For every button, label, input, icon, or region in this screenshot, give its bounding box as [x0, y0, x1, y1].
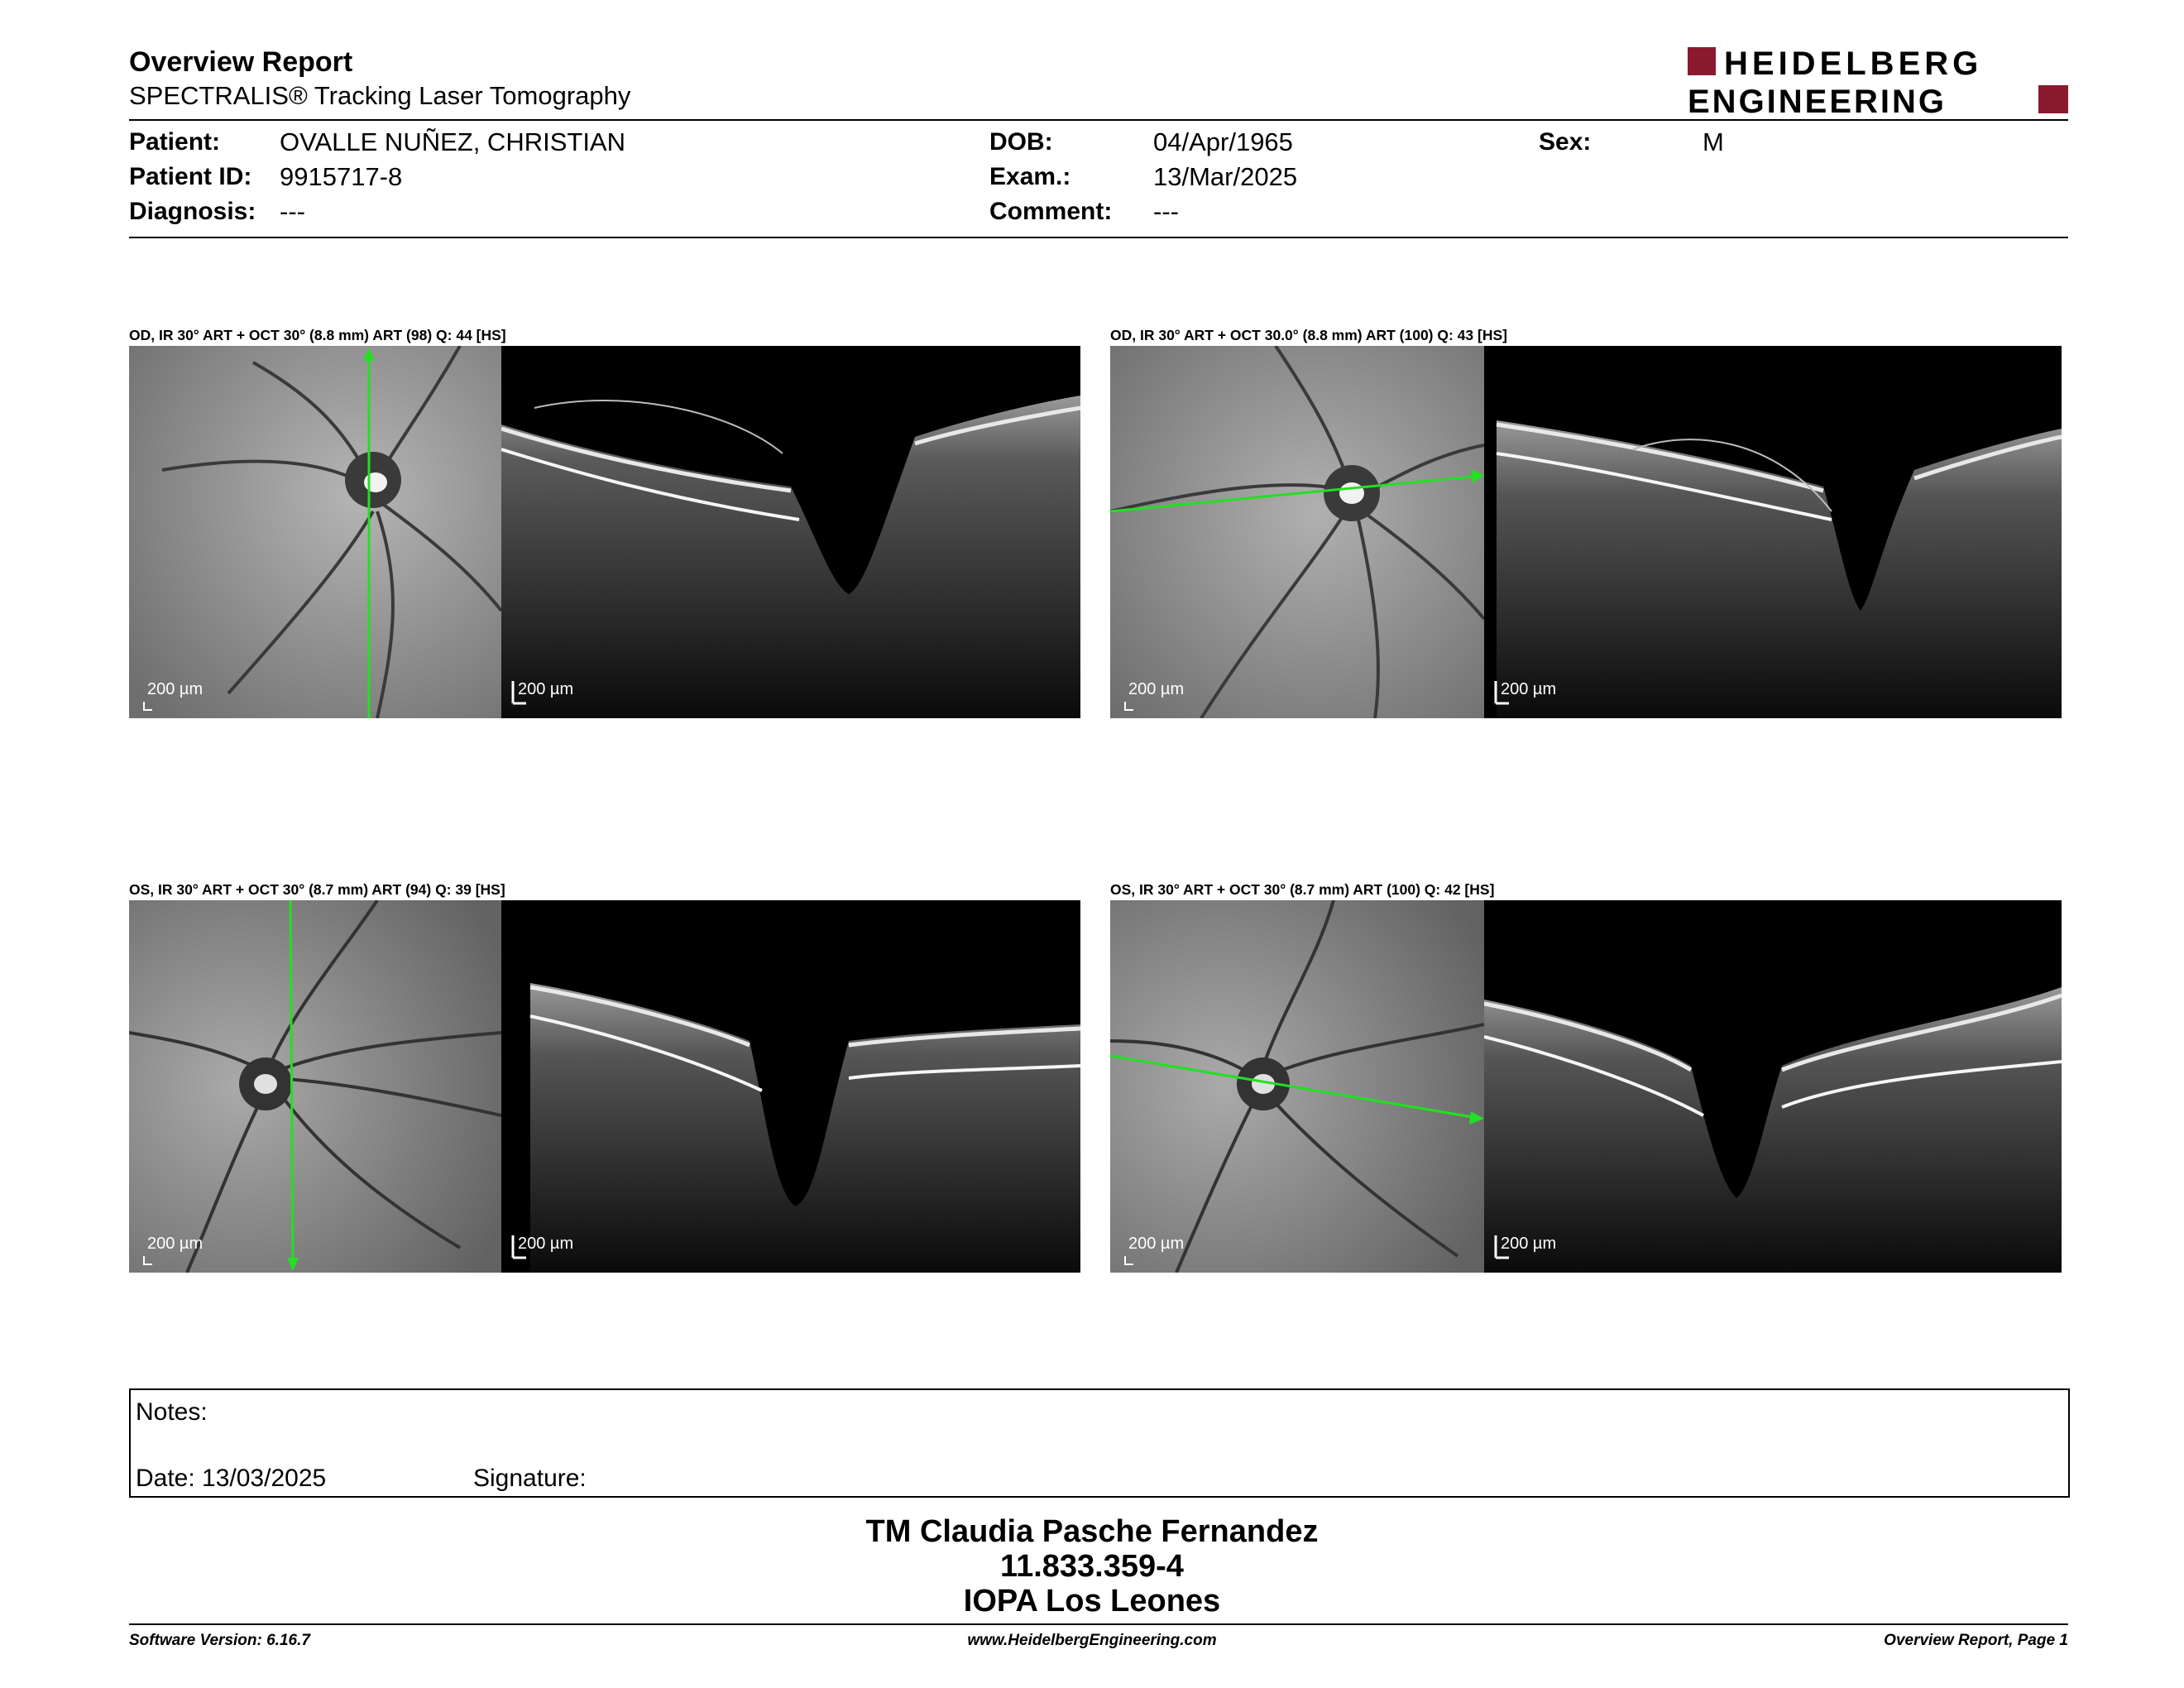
- scan-caption: OD, IR 30° ART + OCT 30° (8.8 mm) ART (98) Q: 44 [HS]: [129, 327, 506, 343]
- exam-label: Exam.:: [989, 163, 1071, 190]
- exam-value: 13/Mar/2025: [1153, 162, 1298, 191]
- scan-caption: OD, IR 30° ART + OCT 30.0° (8.8 mm) ART (100) Q: 43 [HS]: [1110, 327, 1507, 343]
- info-rule: [129, 237, 2068, 238]
- technician-id: 11.833.359-4: [1000, 1549, 1184, 1584]
- oct-bscan-image[interactable]: [1484, 900, 2062, 1273]
- sex-value: M: [1703, 127, 1724, 156]
- fundus-image[interactable]: [129, 900, 501, 1273]
- oct-scale-label: 200 µm: [1501, 680, 1557, 698]
- patient-label: Patient:: [129, 128, 221, 156]
- technician-name: TM Claudia Pasche Fernandez: [865, 1514, 1319, 1549]
- page-number: Overview Report, Page 1: [1884, 1632, 2068, 1649]
- notes-label: Notes:: [136, 1398, 208, 1426]
- fundus-scale-label: 200 µm: [1128, 1235, 1185, 1253]
- oct-scale-label: 200 µm: [1501, 1235, 1557, 1253]
- diagnosis-label: Diagnosis:: [129, 198, 256, 225]
- fundus-image[interactable]: [129, 346, 501, 718]
- scan-caption: OS, IR 30° ART + OCT 30° (8.7 mm) ART (94) Q: 39 [HS]: [129, 881, 505, 898]
- dob-value: 04/Apr/1965: [1153, 127, 1293, 156]
- heidelberg-logo: [1688, 43, 2068, 117]
- fundus-scale-label: 200 µm: [1128, 680, 1185, 698]
- oct-bscan-image[interactable]: [501, 346, 1080, 718]
- comment-label: Comment:: [989, 198, 1113, 225]
- dob-label: DOB:: [989, 128, 1053, 156]
- software-version: Software Version: 6.16.7: [129, 1632, 310, 1649]
- fundus-image[interactable]: [1110, 346, 1484, 718]
- patient-id-label: Patient ID:: [129, 163, 252, 190]
- diagnosis-value: ---: [280, 197, 305, 226]
- notes-box: [129, 1388, 2070, 1498]
- scan-caption: OS, IR 30° ART + OCT 30° (8.7 mm) ART (100) Q: 42 [HS]: [1110, 881, 1495, 898]
- date-label: Date: 13/03/2025: [136, 1465, 327, 1492]
- header-rule: [129, 119, 2068, 121]
- patient-name: OVALLE NUÑEZ, CHRISTIAN: [280, 127, 626, 156]
- fundus-scale-label: 200 µm: [147, 680, 204, 698]
- patient-id-value: 9915717-8: [280, 162, 403, 191]
- comment-value: ---: [1153, 197, 1179, 226]
- oct-bscan-image[interactable]: [501, 900, 1080, 1273]
- logo-line-1: HEIDELBERG: [1724, 46, 1983, 82]
- oct-scale-label: 200 µm: [518, 1235, 574, 1253]
- sex-label: Sex:: [1539, 128, 1592, 156]
- logo-line-2: ENGINEERING: [1688, 84, 1947, 117]
- fundus-image[interactable]: [1110, 900, 1484, 1273]
- institution-name: IOPA Los Leones: [963, 1584, 1221, 1618]
- website-link[interactable]: www.HeidelbergEngineering.com: [967, 1632, 1217, 1649]
- report-title: Overview Report: [129, 46, 353, 78]
- oct-bscan-image[interactable]: [1484, 346, 2062, 718]
- oct-scale-label: 200 µm: [518, 680, 574, 698]
- footer-rule: [129, 1623, 2068, 1625]
- signature-label: Signature:: [473, 1465, 587, 1492]
- fundus-scale-label: 200 µm: [147, 1235, 204, 1253]
- report-subtitle: SPECTRALIS® Tracking Laser Tomography: [129, 81, 631, 110]
